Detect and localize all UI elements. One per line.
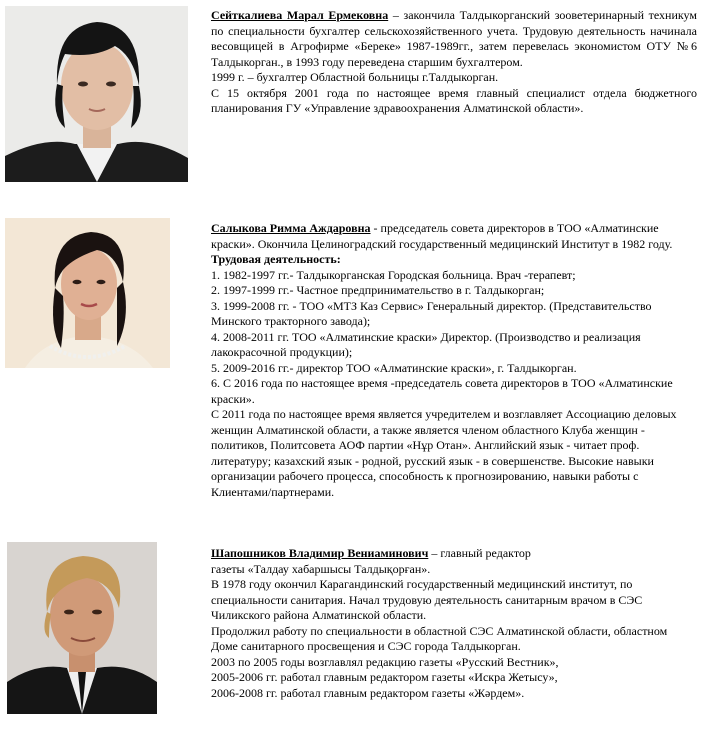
person-name: Шапошников Владимир Вениаминович	[211, 546, 429, 560]
bio-shaposhnikov	[211, 546, 697, 701]
work-item: 4. 2008-2011 гг. ТОО «Алматинские краски» Директор. (Производство и реализация лакокрасочной продукции);	[211, 329, 641, 359]
bio-line: газеты «Талдау хабаршысы Талдықорған».	[211, 561, 431, 576]
bio-line: 2006-2008 гг. работал главным редактором газеты «Жәрдем».	[211, 685, 525, 700]
person-name: Салыкова Римма Аждаровна	[211, 221, 371, 235]
bio-line: С 15 октября 2001 года по настоящее время главный специалист отдела бюджетного планирования ГУ «Управление здравоохранения Алматинской области».	[211, 85, 697, 115]
bio-line: 1999 г. – бухгалтер Областной больницы г.Талдыкорган.	[211, 70, 499, 84]
bio-intro: - председатель совета директоров в ТОО «Алматинские краски». Окончила Целиноградский государственный медицинский Институт в 1982 году.	[211, 221, 673, 251]
portrait-photo-seitkalieva	[5, 6, 188, 182]
work-item: 6. С 2016 года по настоящее время -председатель совета директоров в ТОО «Алматинские краски».	[211, 376, 673, 406]
portrait-photo-salykova	[5, 218, 170, 368]
work-item: 3. 1999-2008 гг. - ТОО «МТЗ Каз Сервис» Генеральный директор. (Представительство Минского тракторного завода);	[211, 298, 652, 328]
bio-line: В 1978 году окончил Карагандинский государственный медицинский институт, по специальности санитария. Начал трудовую деятельность санитарным врачом в СЭС Чиликского района Алматинской области.	[211, 577, 643, 622]
work-item: 1. 1982-1997 гг.- Талдыкорганская Городская больница. Врач -терапевт;	[211, 267, 576, 282]
bio-line: Продолжил работу по специальности в областной СЭС Алматинской области, областном Доме санитарного просвещения и СЭС города Талдыкорган.	[211, 623, 668, 653]
bio-outro: С 2011 года по настоящее время является учредителем и возглавляет Ассоциацию деловых женщин Алматинской области, а также является членом областного Клуба женщин - политиков, Политсовета АОФ партии «Нұр Отан». Английский язык - читает проф. литературу; казахский язык - родной, русский язык - в совершенстве. Высокие навыки организации рабочего процесса, способность к прогнозированию, навыки работы с Клиентами/партнерами.	[211, 407, 677, 499]
work-item: 5. 2009-2016 гг.- директор ТОО «Алматинские краски», г. Талдыкорган.	[211, 360, 577, 375]
portrait-photo-shaposhnikov	[7, 542, 157, 714]
work-item: 2. 1997-1999 гг.- Частное предпринимательство в г. Талдыкорган;	[211, 283, 545, 297]
bio-line: 2003 по 2005 годы возглавлял редакцию газеты «Русский Вестник»,	[211, 654, 559, 669]
person-name: Сейткалиева Марал Ермековна	[211, 8, 389, 22]
work-heading: Трудовая деятельность:	[211, 252, 341, 266]
bio-seitkalieva	[211, 8, 697, 117]
bio-line: 2005-2006 гг. работал главным редактором газеты «Искра Жетысу»,	[211, 670, 558, 684]
bio-line: – закончила Талдыкорганский зооветеринарный техникум по специальности бухгалтер сельскохозяйственного учета. Трудовую деятельность начинала весовщицей в Агрофирме «Береке» 1987-1989гг., затем перевелась экономистом ОТУ №6 Талдыкорган., в 1993 году переведена старшим бухгалтером.	[211, 8, 697, 69]
bio-role: – главный редактор	[428, 546, 531, 560]
bio-salykova	[211, 221, 697, 500]
